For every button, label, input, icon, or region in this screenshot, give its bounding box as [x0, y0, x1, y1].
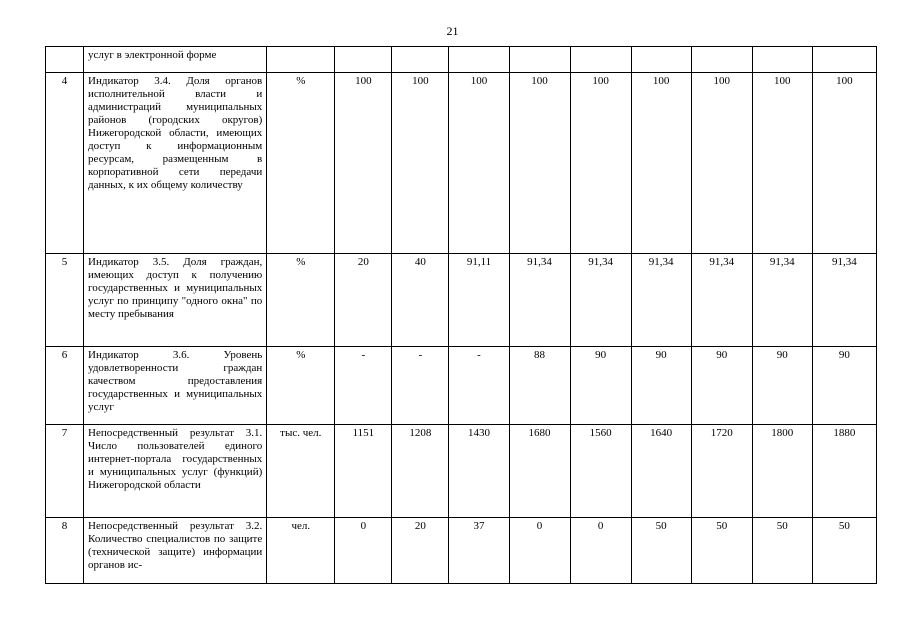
- value-cell: 91,34: [631, 254, 691, 347]
- value-cell: 20: [335, 254, 392, 347]
- row-number: 5: [46, 254, 84, 347]
- value-cell: 50: [691, 518, 752, 584]
- value-cell: 91,11: [449, 254, 509, 347]
- indicator-table: [45, 46, 877, 584]
- value-cell: 90: [752, 347, 812, 425]
- value-cell: -: [335, 347, 392, 425]
- value-cell: 1151: [335, 425, 392, 518]
- value-cell: 91,34: [570, 254, 631, 347]
- unit-cell: %: [267, 254, 335, 347]
- value-cell: 37: [449, 518, 509, 584]
- table-row: [46, 425, 877, 518]
- value-cell: 50: [631, 518, 691, 584]
- value-cell: 1208: [392, 425, 449, 518]
- value-cell: 100: [631, 73, 691, 254]
- table-row: [46, 254, 877, 347]
- value-cell: 91,34: [812, 254, 876, 347]
- value-cell: 100: [335, 73, 392, 254]
- value-cell: [570, 47, 631, 73]
- row-number: 8: [46, 518, 84, 584]
- value-cell: 90: [691, 347, 752, 425]
- value-cell: 0: [335, 518, 392, 584]
- value-cell: 1640: [631, 425, 691, 518]
- indicator-name: услуг в электронной форме: [84, 47, 267, 73]
- value-cell: 100: [812, 73, 876, 254]
- value-cell: 100: [570, 73, 631, 254]
- value-cell: 40: [392, 254, 449, 347]
- value-cell: [752, 47, 812, 73]
- value-cell: 50: [812, 518, 876, 584]
- value-cell: 0: [570, 518, 631, 584]
- indicator-name: Непосредственный результат 3.1. Число пользователей единого интернет-портала государственных и муниципальных услуг (функций) Нижегородской области: [84, 425, 267, 518]
- indicator-name: Индикатор 3.6. Уровень удовлетворенности граждан качеством предоставления государственных и муниципальных услуг: [84, 347, 267, 425]
- row-number: 4: [46, 73, 84, 254]
- value-cell: [631, 47, 691, 73]
- unit-cell: тыс. чел.: [267, 425, 335, 518]
- row-number: [46, 47, 84, 73]
- value-cell: 91,34: [509, 254, 570, 347]
- indicator-name: Непосредственный результат 3.2. Количество специалистов по защите (технической защите) информации органов ис-: [84, 518, 267, 584]
- table-row: [46, 73, 877, 254]
- unit-cell: [267, 47, 335, 73]
- value-cell: 100: [691, 73, 752, 254]
- value-cell: -: [449, 347, 509, 425]
- value-cell: 90: [631, 347, 691, 425]
- value-cell: [335, 47, 392, 73]
- row-number: 7: [46, 425, 84, 518]
- value-cell: 1720: [691, 425, 752, 518]
- value-cell: 1560: [570, 425, 631, 518]
- unit-cell: %: [267, 73, 335, 254]
- table-row: [46, 518, 877, 584]
- value-cell: [449, 47, 509, 73]
- value-cell: 1880: [812, 425, 876, 518]
- value-cell: 90: [812, 347, 876, 425]
- value-cell: 90: [570, 347, 631, 425]
- value-cell: 20: [392, 518, 449, 584]
- value-cell: 100: [449, 73, 509, 254]
- table-row: [46, 347, 877, 425]
- value-cell: 1800: [752, 425, 812, 518]
- value-cell: 0: [509, 518, 570, 584]
- value-cell: -: [392, 347, 449, 425]
- value-cell: [691, 47, 752, 73]
- value-cell: 100: [392, 73, 449, 254]
- unit-cell: чел.: [267, 518, 335, 584]
- value-cell: 91,34: [752, 254, 812, 347]
- unit-cell: %: [267, 347, 335, 425]
- value-cell: 100: [752, 73, 812, 254]
- value-cell: 50: [752, 518, 812, 584]
- value-cell: [509, 47, 570, 73]
- value-cell: [392, 47, 449, 73]
- indicator-name: Индикатор 3.5. Доля граждан, имеющих доступ к получению государственных и муниципальных услуг по принципу "одного окна" по месту пребывания: [84, 254, 267, 347]
- value-cell: 1680: [509, 425, 570, 518]
- value-cell: 1430: [449, 425, 509, 518]
- table-row: [46, 47, 877, 73]
- indicator-name: Индикатор 3.4. Доля органов исполнительной власти и администраций муниципальных районов (городских округов) Нижегородской области, имеющих доступ к информационным ресурсам, размещенным в корпоративной сети передачи данных, к их общему количеству: [84, 73, 267, 254]
- page-number: 21: [446, 24, 459, 38]
- value-cell: 91,34: [691, 254, 752, 347]
- row-number: 6: [46, 347, 84, 425]
- value-cell: [812, 47, 876, 73]
- value-cell: 100: [509, 73, 570, 254]
- value-cell: 88: [509, 347, 570, 425]
